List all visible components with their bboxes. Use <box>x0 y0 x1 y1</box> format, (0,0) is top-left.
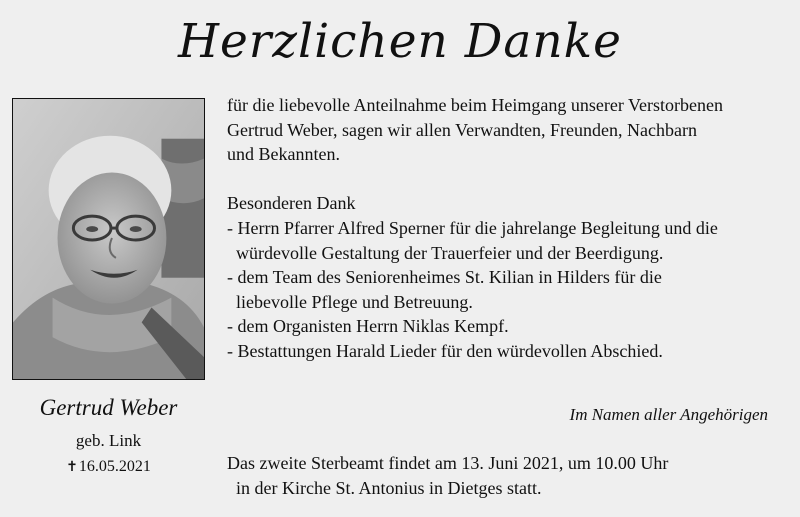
birth-name: geb. Link <box>75 431 142 450</box>
thanks-line: würdevolle Gestaltung der Trauerfeier und der Beerdigung. <box>236 242 664 263</box>
page-title: Herzlichen Danke <box>178 14 622 69</box>
funeral-line: Das zweite Sterbeamt findet am 13. Juni 2021, um 10.00 Uhr <box>227 453 669 473</box>
paragraph-gap <box>227 167 787 192</box>
thanks-line: - Bestattungen Harald Lieder für den würdevollen Abschied. <box>227 340 663 361</box>
funeral-notice <box>227 451 787 500</box>
intro-line: und Bekannten. <box>227 144 340 165</box>
signoff: Im Namen aller Angehörigen <box>569 405 768 424</box>
thanks-line: liebevolle Pflege und Betreuung. <box>236 291 473 312</box>
funeral-line: in der Kirche St. Antonius in Dietges statt. <box>236 477 542 498</box>
death-date-value: 16.05.2021 <box>78 458 151 475</box>
intro-line: für die liebevolle Anteilnahme beim Heimgang unserer Verstorbenen <box>227 95 724 115</box>
deceased-name: Gertrud Weber <box>39 395 178 420</box>
portrait-photo <box>12 98 205 380</box>
thanks-line: - dem Organisten Herrn Niklas Kempf. <box>227 316 509 337</box>
cross-icon: ✝ <box>66 460 78 475</box>
death-date <box>12 456 205 479</box>
thanks-line: - Herrn Pfarrer Alfred Sperner für die jahrelange Begleitung und die <box>227 217 718 238</box>
thanks-line: - dem Team des Seniorenheimes St. Kilian in Hilders für die <box>227 267 662 288</box>
thank-you-text <box>227 93 787 364</box>
thanks-heading: Besonderen Dank <box>227 193 356 214</box>
portrait-illustration <box>13 99 204 379</box>
intro-line: Gertrud Weber, sagen wir allen Verwandten, Freunden, Nachbarn <box>227 119 697 140</box>
